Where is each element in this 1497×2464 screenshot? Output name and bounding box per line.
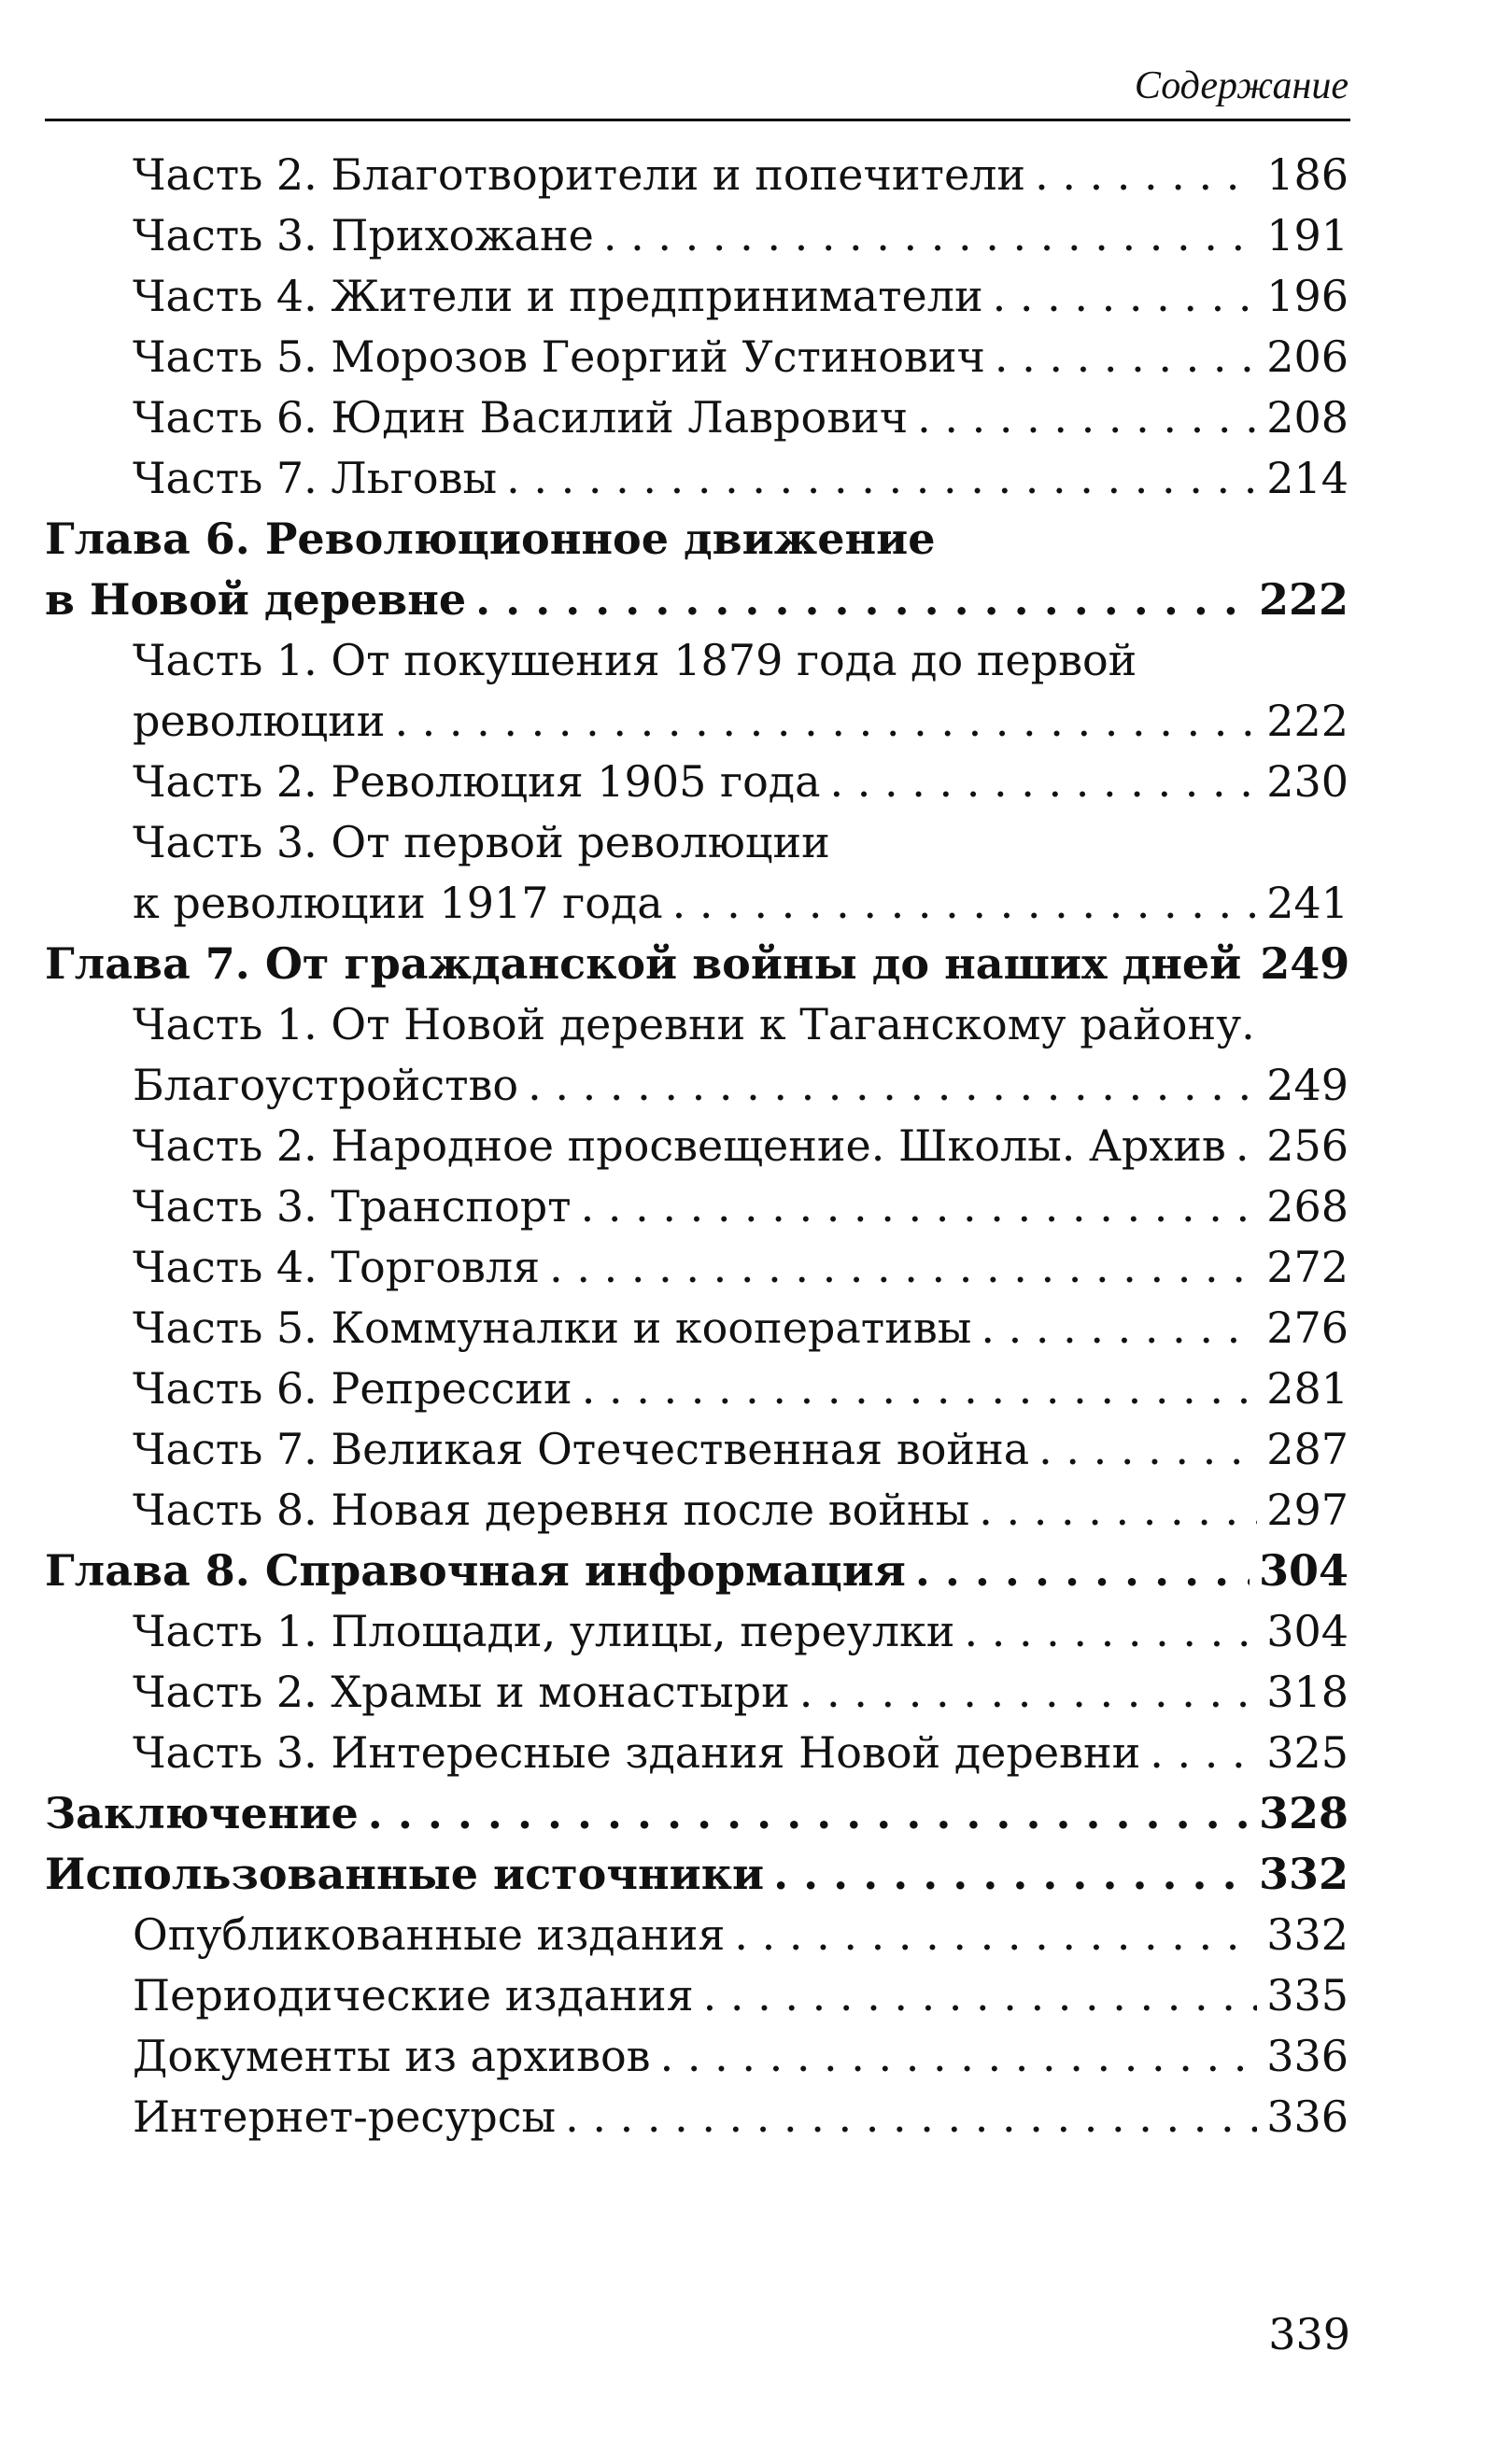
dot-leader xyxy=(475,570,1250,630)
toc-entry-line xyxy=(133,1298,1349,1359)
dot-leader xyxy=(506,448,1257,509)
toc-chapter-entry xyxy=(45,1844,1349,1905)
toc-page-number: 272 xyxy=(1266,1242,1349,1292)
toc-page-number: 276 xyxy=(1266,1302,1349,1353)
toc-entry-line xyxy=(133,1601,1349,1662)
header-rule xyxy=(45,119,1350,121)
toc-entry-line xyxy=(133,387,1349,448)
toc-entry-line xyxy=(133,205,1349,266)
dot-leader xyxy=(979,1480,1257,1541)
toc-section-entry xyxy=(45,1116,1349,1176)
running-head: Содержание xyxy=(1134,64,1349,107)
toc-entry-line xyxy=(133,1419,1349,1480)
dot-leader xyxy=(565,2087,1257,2147)
dot-leader xyxy=(917,387,1257,448)
toc-page-number: 336 xyxy=(1266,2031,1349,2081)
table-of-contents xyxy=(45,145,1349,2147)
toc-entry-line xyxy=(45,1844,1349,1905)
toc-entry-line xyxy=(133,1480,1349,1541)
dot-leader xyxy=(773,1844,1250,1905)
toc-entry-line xyxy=(133,752,1349,812)
toc-entry-title: Часть 4. Жители и предприниматели xyxy=(133,271,983,321)
toc-section-entry xyxy=(45,1359,1349,1419)
dot-leader xyxy=(964,1601,1257,1662)
toc-entry-line xyxy=(133,1965,1349,2026)
toc-entry-line xyxy=(133,812,1349,873)
toc-entry-line xyxy=(133,1905,1349,1965)
toc-page-number: 336 xyxy=(1266,2091,1349,2142)
toc-entry-title: Часть 6. Юдин Василий Лаврович xyxy=(133,392,909,443)
toc-chapter-entry xyxy=(45,509,1349,630)
toc-entry-line xyxy=(133,994,1349,1055)
toc-entry-title: революции xyxy=(133,696,386,746)
dot-leader xyxy=(995,327,1257,387)
toc-entry-title: Часть 1. Площади, улицы, переулки xyxy=(133,1606,955,1656)
dot-leader xyxy=(830,752,1258,812)
toc-entry-title: Интернет-ресурсы xyxy=(133,2091,557,2142)
toc-entry-title: Часть 8. Новая деревня после войны xyxy=(133,1485,970,1535)
toc-entry-title: Часть 7. Великая Отечественная война xyxy=(133,1424,1030,1474)
toc-section-entry xyxy=(45,2026,1349,2087)
toc-entry-line xyxy=(133,2087,1349,2147)
toc-section-entry xyxy=(45,1662,1349,1723)
toc-entry-line xyxy=(133,1662,1349,1723)
dot-leader xyxy=(581,1176,1258,1237)
toc-entry-title: Часть 3. Транспорт xyxy=(133,1181,572,1232)
toc-page-number: 325 xyxy=(1266,1727,1349,1778)
dot-leader xyxy=(394,691,1257,752)
toc-page-number: 249 xyxy=(1266,1060,1349,1110)
toc-page-number: 230 xyxy=(1266,756,1349,807)
toc-section-entry xyxy=(45,630,1349,752)
toc-entry-title: Часть 2. Благотворители и попечители xyxy=(133,149,1026,200)
toc-entry-title: Часть 4. Торговля xyxy=(133,1242,541,1292)
toc-section-entry xyxy=(45,205,1349,266)
toc-page-number: 297 xyxy=(1266,1485,1349,1535)
toc-entry-title: Благоустройство xyxy=(133,1060,519,1110)
toc-page-number: 214 xyxy=(1266,453,1349,503)
toc-section-entry xyxy=(45,1965,1349,2026)
toc-page-number: 281 xyxy=(1266,1363,1349,1414)
dot-leader xyxy=(1236,1116,1257,1176)
toc-entry-line xyxy=(133,1116,1349,1176)
dot-leader xyxy=(1035,145,1257,205)
toc-entry-title: Часть 3. Прихожане xyxy=(133,210,594,260)
toc-entry-line xyxy=(45,1541,1349,1601)
toc-entry-line xyxy=(133,630,1349,691)
toc-section-entry xyxy=(45,1419,1349,1480)
toc-page-number: 191 xyxy=(1266,210,1349,260)
toc-entry-line xyxy=(133,145,1349,205)
toc-section-entry xyxy=(45,812,1349,934)
toc-page-number: 287 xyxy=(1266,1424,1349,1474)
dot-leader xyxy=(660,2026,1258,2087)
toc-page-number: 208 xyxy=(1266,392,1349,443)
toc-section-entry xyxy=(45,1905,1349,1965)
toc-section-entry xyxy=(45,1723,1349,1783)
toc-section-entry xyxy=(45,387,1349,448)
toc-entry-title: Часть 2. Народное просвещение. Школы. Архив xyxy=(133,1120,1226,1171)
dot-leader xyxy=(582,1359,1257,1419)
toc-entry-title: к революции 1917 года xyxy=(133,878,663,928)
toc-entry-title: Часть 1. От Новой деревни к Таганскому району. xyxy=(133,999,1255,1049)
toc-entry-title: Глава 6. Революционное движение xyxy=(45,514,936,564)
toc-page-number: 332 xyxy=(1266,1909,1349,1960)
toc-entry-title: Часть 5. Коммуналки и кооперативы xyxy=(133,1302,972,1353)
dot-leader xyxy=(981,1298,1257,1359)
toc-page-number: 304 xyxy=(1266,1606,1349,1656)
toc-entry-line xyxy=(133,1176,1349,1237)
dot-leader xyxy=(549,1237,1257,1298)
toc-page-number: 328 xyxy=(1258,1788,1349,1838)
toc-entry-line xyxy=(45,1783,1349,1844)
toc-entry-line xyxy=(45,934,1349,994)
toc-section-entry xyxy=(45,1601,1349,1662)
toc-page-number: 249 xyxy=(1260,938,1350,989)
toc-section-entry xyxy=(45,1480,1349,1541)
toc-page-number: 318 xyxy=(1266,1667,1349,1717)
toc-section-entry xyxy=(45,994,1349,1116)
toc-page-number: 186 xyxy=(1266,149,1349,200)
toc-entry-title: Часть 2. Революция 1905 года xyxy=(133,756,821,807)
dot-leader xyxy=(1150,1723,1257,1783)
toc-entry-title: Часть 1. От покушения 1879 года до первой xyxy=(133,635,1137,685)
dot-leader xyxy=(603,205,1257,266)
dot-leader xyxy=(799,1662,1257,1723)
toc-page-number: 256 xyxy=(1266,1120,1349,1171)
page-number: 339 xyxy=(1268,2309,1350,2359)
toc-entry-title: Часть 5. Морозов Георгий Устинович xyxy=(133,331,985,382)
dot-leader xyxy=(368,1783,1250,1844)
toc-entry-line xyxy=(133,1055,1349,1116)
toc-chapter-entry xyxy=(45,934,1349,994)
toc-section-entry xyxy=(45,2087,1349,2147)
toc-page-number: 222 xyxy=(1266,696,1349,746)
toc-page-number: 335 xyxy=(1266,1970,1349,2020)
toc-section-entry xyxy=(45,1237,1349,1298)
toc-entry-line xyxy=(133,266,1349,327)
toc-entry-line xyxy=(133,691,1349,752)
dot-leader xyxy=(734,1905,1257,1965)
toc-entry-line xyxy=(133,873,1349,934)
toc-entry-title: Часть 7. Льговы xyxy=(133,453,498,503)
toc-entry-title: в Новой деревне xyxy=(45,574,467,625)
toc-section-entry xyxy=(45,145,1349,205)
toc-section-entry xyxy=(45,752,1349,812)
toc-entry-line xyxy=(133,1723,1349,1783)
toc-entry-title: Периодические издания xyxy=(133,1970,694,2020)
toc-chapter-entry xyxy=(45,1541,1349,1601)
toc-page-number: 241 xyxy=(1266,878,1349,928)
toc-page-number: 222 xyxy=(1258,574,1349,625)
dot-leader xyxy=(703,1965,1258,2026)
toc-page-number: 268 xyxy=(1266,1181,1349,1232)
toc-chapter-entry xyxy=(45,1783,1349,1844)
toc-entry-title: Часть 3. От первой революции xyxy=(133,817,830,867)
toc-entry-title: Документы из архивов xyxy=(133,2031,651,2081)
toc-entry-title: Часть 2. Храмы и монастыри xyxy=(133,1667,790,1717)
toc-section-entry xyxy=(45,266,1349,327)
toc-page-number: 332 xyxy=(1258,1849,1349,1899)
dot-leader xyxy=(915,1541,1250,1601)
toc-entry-title: Глава 8. Справочная информация xyxy=(45,1545,906,1596)
toc-page-number: 304 xyxy=(1258,1545,1349,1596)
toc-entry-line xyxy=(133,1359,1349,1419)
toc-entry-title: Часть 3. Интересные здания Новой деревни xyxy=(133,1727,1141,1778)
toc-section-entry xyxy=(45,1298,1349,1359)
toc-entry-line xyxy=(133,448,1349,509)
toc-section-entry xyxy=(45,448,1349,509)
dot-leader xyxy=(1038,1419,1257,1480)
toc-entry-title: Опубликованные издания xyxy=(133,1909,726,1960)
toc-section-entry xyxy=(45,1176,1349,1237)
toc-entry-line xyxy=(133,1237,1349,1298)
toc-entry-title: Заключение xyxy=(45,1788,359,1838)
toc-entry-title: Глава 7. От гражданской войны до наших дней xyxy=(45,938,1242,989)
toc-section-entry xyxy=(45,327,1349,387)
toc-entry-line xyxy=(133,2026,1349,2087)
toc-page-number: 196 xyxy=(1266,271,1349,321)
dot-leader xyxy=(672,873,1258,934)
toc-entry-title: Часть 6. Репрессии xyxy=(133,1363,572,1414)
toc-entry-line xyxy=(133,327,1349,387)
dot-leader xyxy=(993,266,1258,327)
toc-page-number: 206 xyxy=(1266,331,1349,382)
toc-entry-line xyxy=(45,570,1349,630)
dot-leader xyxy=(528,1055,1257,1116)
toc-entry-line xyxy=(45,509,1349,570)
toc-entry-title: Использованные источники xyxy=(45,1849,765,1899)
